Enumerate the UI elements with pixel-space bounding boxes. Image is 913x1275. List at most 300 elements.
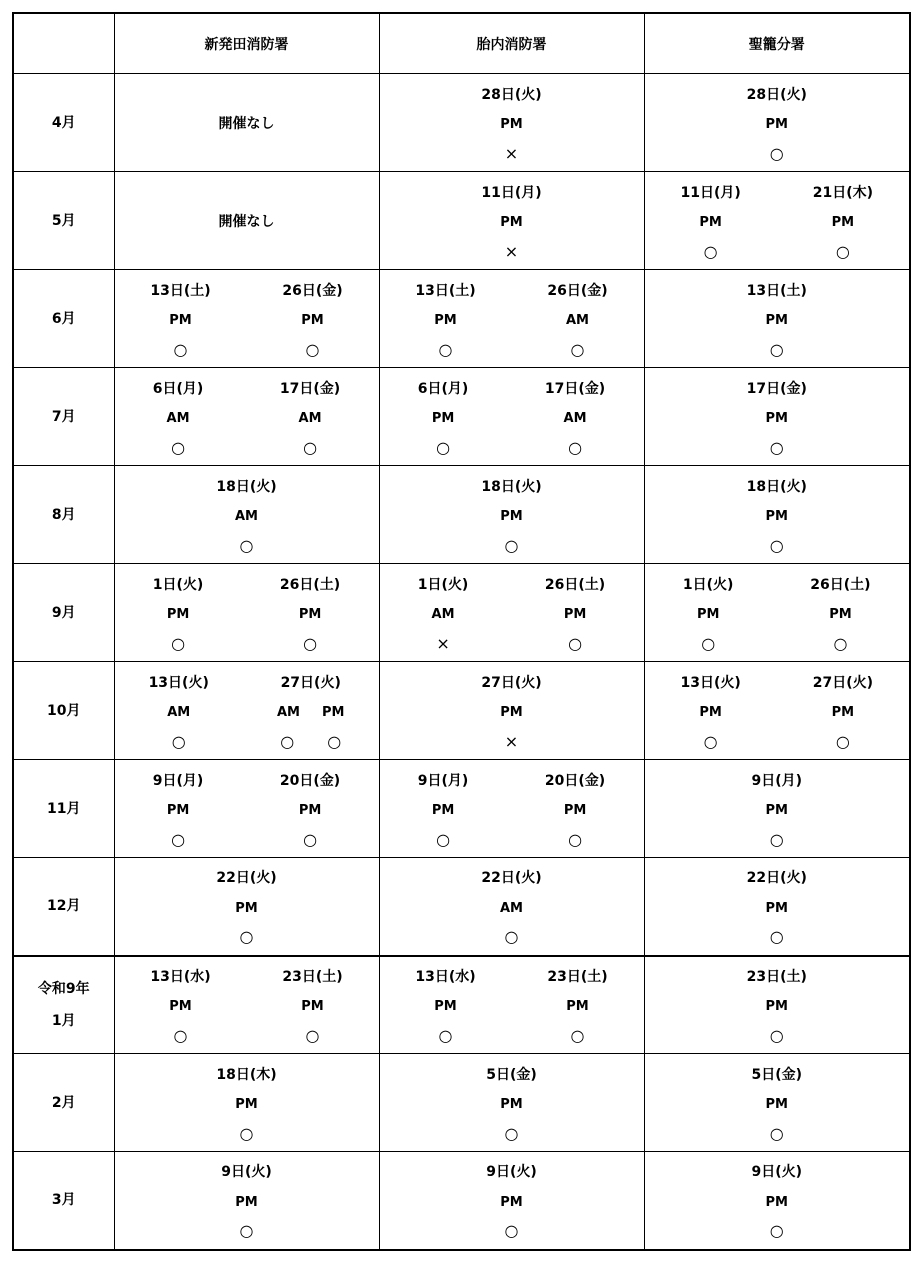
session-times bbox=[566, 313, 589, 328]
session-time: AM bbox=[166, 411, 190, 426]
session-time: AM bbox=[431, 607, 455, 622]
availability-mark: ○ bbox=[173, 1025, 188, 1045]
station-cell-seiro bbox=[644, 564, 910, 662]
session-date: 17日(金) bbox=[279, 380, 341, 397]
session-time: PM bbox=[298, 803, 322, 818]
station-cell-shibata bbox=[114, 956, 379, 1054]
session bbox=[481, 867, 541, 945]
session-times bbox=[500, 1097, 522, 1112]
session bbox=[153, 378, 204, 456]
session bbox=[810, 574, 870, 652]
session bbox=[280, 378, 340, 456]
schedule-row bbox=[13, 564, 910, 662]
cell-content bbox=[380, 761, 644, 857]
session-times bbox=[766, 1195, 788, 1210]
session-time: PM bbox=[831, 215, 855, 230]
session-time: PM bbox=[434, 999, 457, 1015]
availability-mark: ○ bbox=[305, 1025, 320, 1045]
session-times bbox=[566, 999, 588, 1014]
session-times bbox=[434, 313, 456, 328]
session-marks bbox=[436, 633, 450, 653]
session-date: 17日(金) bbox=[746, 380, 807, 397]
session-times bbox=[167, 803, 189, 818]
session-date: 27日(火) bbox=[812, 674, 874, 691]
session-marks bbox=[171, 437, 186, 457]
session-date: 27日(火) bbox=[481, 674, 542, 691]
availability-mark: ○ bbox=[171, 633, 186, 653]
cell-content bbox=[115, 565, 379, 661]
cell-content bbox=[380, 75, 644, 171]
station-cell-seiro bbox=[644, 956, 910, 1054]
cell-content bbox=[380, 565, 644, 661]
station-cell-shibata bbox=[114, 662, 379, 760]
availability-mark: ○ bbox=[303, 829, 318, 849]
session-date: 9日(月) bbox=[417, 772, 469, 789]
availability-mark: ○ bbox=[504, 1123, 519, 1143]
session-marks bbox=[171, 731, 186, 751]
session-marks bbox=[305, 1025, 320, 1045]
session-times bbox=[169, 999, 191, 1014]
session-times bbox=[500, 215, 522, 230]
session-date: 20日(金) bbox=[279, 772, 341, 789]
session-date: 22日(火) bbox=[746, 870, 807, 887]
session-time: PM bbox=[765, 117, 788, 132]
session bbox=[481, 672, 541, 750]
station-cell-seiro bbox=[644, 1152, 910, 1250]
session bbox=[747, 966, 807, 1044]
session bbox=[680, 672, 740, 750]
session-marks bbox=[703, 731, 718, 751]
availability-mark: ○ bbox=[568, 829, 583, 849]
session-marks bbox=[568, 437, 583, 457]
session-time: PM bbox=[765, 509, 788, 524]
availability-mark: ○ bbox=[436, 829, 451, 849]
session-times bbox=[235, 901, 257, 916]
session-times bbox=[500, 705, 522, 720]
session-time: PM bbox=[431, 803, 455, 818]
session-marks bbox=[770, 929, 784, 945]
availability-mark: ○ bbox=[438, 339, 453, 359]
session bbox=[280, 574, 340, 652]
session-times bbox=[432, 607, 455, 622]
session-time: PM bbox=[169, 999, 192, 1015]
session-time: PM bbox=[235, 1194, 258, 1210]
station-cell-tainai bbox=[379, 858, 644, 956]
availability-mark: ○ bbox=[504, 535, 519, 555]
availability-mark: ○ bbox=[438, 1025, 453, 1045]
availability-mark: ○ bbox=[769, 143, 784, 163]
session-marks bbox=[769, 535, 784, 555]
station-cell-tainai bbox=[379, 74, 644, 172]
cell-content bbox=[115, 369, 379, 465]
cell-content bbox=[645, 271, 910, 367]
cell-content bbox=[380, 957, 644, 1053]
cell-content bbox=[115, 1055, 379, 1151]
session-time: PM bbox=[696, 607, 720, 622]
availability-mark: ○ bbox=[239, 1123, 254, 1143]
cell-content bbox=[645, 369, 910, 465]
availability-mark: ○ bbox=[835, 241, 850, 261]
session bbox=[216, 867, 276, 945]
cell-content bbox=[645, 565, 910, 661]
month-cell bbox=[13, 466, 114, 564]
session-time: AM bbox=[566, 313, 589, 328]
session-marks bbox=[505, 1223, 519, 1239]
station-cell-seiro bbox=[644, 270, 910, 368]
session-times bbox=[766, 1097, 788, 1112]
session bbox=[751, 770, 802, 848]
availability-mark: × bbox=[504, 143, 519, 163]
availability-mark: ○ bbox=[171, 437, 186, 457]
cell-content bbox=[645, 858, 910, 954]
session-times bbox=[500, 1195, 522, 1210]
station-cell-shibata bbox=[114, 858, 379, 956]
availability-mark: ○ bbox=[303, 437, 318, 457]
session-time: AM bbox=[298, 411, 322, 426]
session bbox=[481, 476, 541, 554]
station-cell-seiro bbox=[644, 760, 910, 858]
station-cell-tainai bbox=[379, 564, 644, 662]
month-label: 10月 bbox=[47, 702, 81, 719]
availability-mark: ○ bbox=[835, 731, 850, 751]
month-label: 4月 bbox=[51, 114, 76, 131]
session-times bbox=[832, 215, 854, 230]
session-marks bbox=[438, 1025, 453, 1045]
station-cell-seiro bbox=[644, 172, 910, 270]
cell-content bbox=[645, 663, 910, 759]
station-cell-shibata bbox=[114, 172, 379, 270]
session-marks bbox=[835, 731, 850, 751]
session bbox=[282, 280, 342, 358]
session-times bbox=[235, 1097, 257, 1112]
session-date: 17日(金) bbox=[544, 380, 606, 397]
session-time: PM bbox=[765, 803, 788, 818]
schedule-row bbox=[13, 172, 910, 270]
session bbox=[747, 476, 807, 554]
session bbox=[486, 1161, 537, 1239]
availability-mark: ○ bbox=[171, 829, 186, 849]
cell-content bbox=[380, 1055, 644, 1151]
station-cell-tainai bbox=[379, 466, 644, 564]
session-marks bbox=[436, 437, 451, 457]
session-date: 27日(火) bbox=[280, 674, 341, 691]
session-times bbox=[500, 509, 522, 524]
cell-content bbox=[645, 1152, 910, 1248]
session bbox=[415, 280, 475, 358]
month-cell bbox=[13, 270, 114, 368]
schedule-row bbox=[13, 466, 910, 564]
no-session-text: 開催なし bbox=[218, 213, 275, 230]
session-marks bbox=[504, 731, 519, 751]
cell-content bbox=[380, 1152, 644, 1248]
month-label: 7月 bbox=[51, 408, 76, 425]
session-time: PM bbox=[500, 1097, 523, 1112]
session bbox=[486, 1064, 537, 1142]
session-times bbox=[766, 117, 788, 132]
month-label: 8月 bbox=[51, 506, 76, 523]
session-marks bbox=[303, 437, 318, 457]
session-time: PM bbox=[563, 803, 587, 818]
session-marks bbox=[703, 241, 718, 261]
availability-mark: × bbox=[504, 731, 519, 751]
session bbox=[280, 770, 340, 848]
month-cell bbox=[13, 368, 114, 466]
session-date: 22日(火) bbox=[216, 870, 277, 887]
session-date: 6日(月) bbox=[152, 380, 204, 397]
availability-mark: ○ bbox=[436, 437, 451, 457]
session-date: 13日(土) bbox=[150, 282, 211, 299]
session bbox=[547, 280, 607, 358]
session bbox=[751, 1161, 802, 1239]
corner-cell bbox=[13, 13, 114, 74]
session-marks bbox=[173, 339, 188, 359]
session-date: 26日(土) bbox=[810, 576, 871, 593]
cell-content bbox=[115, 957, 379, 1053]
availability-mark: ○ bbox=[769, 927, 784, 947]
session-date: 18日(火) bbox=[481, 478, 542, 495]
session bbox=[747, 867, 807, 945]
session-time: PM bbox=[298, 607, 322, 622]
session-time: PM bbox=[500, 509, 523, 524]
availability-mark: ○ bbox=[504, 927, 519, 947]
session-time: PM bbox=[301, 999, 324, 1015]
station-cell-shibata bbox=[114, 270, 379, 368]
session-time: PM bbox=[829, 607, 852, 622]
session-date: 23日(土) bbox=[282, 968, 343, 985]
session-date: 26日(土) bbox=[279, 576, 341, 593]
station-cell-seiro bbox=[644, 662, 910, 760]
session-marks bbox=[504, 1123, 519, 1143]
session-date: 11日(月) bbox=[481, 184, 542, 201]
station-header-seiro: 聖籠分署 bbox=[644, 13, 910, 74]
station-cell-shibata bbox=[114, 1152, 379, 1250]
session-times bbox=[301, 999, 323, 1014]
availability-mark: × bbox=[504, 241, 519, 261]
session-times bbox=[766, 901, 788, 916]
session-times bbox=[169, 313, 191, 328]
session-marks bbox=[303, 633, 318, 653]
session-time: PM bbox=[235, 900, 258, 916]
session-marks bbox=[305, 339, 320, 359]
availability-mark: ○ bbox=[833, 633, 848, 653]
session-marks bbox=[239, 535, 254, 555]
session-date: 13日(火) bbox=[680, 674, 741, 691]
cell-content bbox=[115, 663, 379, 759]
session-marks bbox=[570, 1025, 585, 1045]
schedule-row bbox=[13, 662, 910, 760]
month-label: 5月 bbox=[51, 212, 76, 229]
session-marks bbox=[171, 829, 186, 849]
session-times bbox=[697, 607, 719, 622]
station-cell-seiro bbox=[644, 74, 910, 172]
session bbox=[813, 672, 873, 750]
session bbox=[150, 280, 210, 358]
schedule-row bbox=[13, 858, 910, 956]
station-cell-seiro bbox=[644, 368, 910, 466]
session-times bbox=[766, 313, 788, 328]
session-date: 22日(火) bbox=[481, 870, 542, 887]
schedule-row bbox=[13, 1152, 910, 1250]
schedule-row bbox=[13, 1054, 910, 1152]
station-cell-tainai bbox=[379, 270, 644, 368]
session-times bbox=[167, 411, 190, 426]
session-marks bbox=[505, 929, 519, 945]
availability-mark: ○ bbox=[280, 731, 295, 751]
month-label: 令和9年 bbox=[37, 980, 90, 997]
availability-mark: ○ bbox=[239, 535, 254, 555]
station-cell-shibata bbox=[114, 368, 379, 466]
session-marks bbox=[701, 633, 716, 653]
session bbox=[747, 378, 807, 456]
session-date: 13日(土) bbox=[746, 282, 807, 299]
session-date: 11日(月) bbox=[680, 184, 741, 201]
session-time: PM bbox=[235, 1097, 258, 1112]
session-time: PM bbox=[500, 705, 523, 720]
station-cell-tainai bbox=[379, 1054, 644, 1152]
session-times bbox=[500, 117, 522, 132]
station-cell-shibata bbox=[114, 564, 379, 662]
session-time: PM bbox=[500, 117, 523, 132]
session-times bbox=[564, 803, 586, 818]
session-date: 13日(水) bbox=[150, 968, 211, 985]
cell-content bbox=[115, 1152, 379, 1248]
availability-mark: ○ bbox=[568, 633, 583, 653]
session bbox=[150, 966, 210, 1044]
session-time: PM bbox=[166, 607, 190, 622]
month-label: 3月 bbox=[51, 1192, 76, 1209]
session bbox=[545, 574, 605, 652]
station-header-shibata: 新発田消防署 bbox=[114, 13, 379, 74]
session-date: 20日(金) bbox=[544, 772, 606, 789]
session-time: AM bbox=[500, 900, 523, 916]
session-date: 9日(火) bbox=[221, 1164, 272, 1181]
session-time: PM bbox=[765, 999, 788, 1015]
session-times bbox=[500, 901, 523, 916]
month-label: 9月 bbox=[51, 604, 76, 621]
session-times bbox=[167, 607, 189, 622]
session-date: 13日(火) bbox=[148, 674, 209, 691]
session-time: PM bbox=[169, 313, 192, 328]
session bbox=[216, 476, 276, 554]
availability-mark: ○ bbox=[570, 339, 585, 359]
session-date: 5日(金) bbox=[751, 1066, 803, 1083]
session bbox=[149, 672, 209, 750]
session-time: PM bbox=[166, 803, 190, 818]
cell-content bbox=[645, 75, 910, 171]
session-times bbox=[299, 411, 322, 426]
session-times bbox=[766, 803, 788, 818]
station-cell-tainai bbox=[379, 760, 644, 858]
session-date: 28日(火) bbox=[746, 86, 807, 103]
cell-content bbox=[115, 173, 379, 269]
session-time: PM bbox=[500, 1194, 523, 1210]
session-time: AM bbox=[167, 705, 191, 720]
availability-mark: ○ bbox=[171, 731, 186, 751]
session-times bbox=[829, 607, 851, 622]
month-cell bbox=[13, 1152, 114, 1250]
month-cell bbox=[13, 74, 114, 172]
session-time: PM bbox=[765, 1194, 788, 1210]
session bbox=[545, 770, 605, 848]
session-time: PM bbox=[765, 1097, 788, 1112]
session-times bbox=[277, 705, 344, 720]
availability-mark: ○ bbox=[504, 1221, 519, 1241]
session-time: PM bbox=[765, 411, 788, 426]
session-date: 26日(金) bbox=[547, 282, 608, 299]
session-marks bbox=[504, 241, 519, 261]
session-date: 13日(土) bbox=[415, 282, 476, 299]
session-times bbox=[564, 411, 587, 426]
session bbox=[415, 966, 475, 1044]
session-date: 1日(火) bbox=[152, 576, 204, 593]
session-times bbox=[299, 803, 321, 818]
schedule-row bbox=[13, 74, 910, 172]
cell-content bbox=[115, 858, 379, 954]
cell-content bbox=[115, 467, 379, 563]
session bbox=[153, 574, 204, 652]
session bbox=[747, 84, 807, 162]
session-date: 23日(土) bbox=[746, 968, 807, 985]
session bbox=[751, 1064, 802, 1142]
session-marks bbox=[240, 1223, 254, 1239]
session-marks bbox=[769, 1123, 784, 1143]
month-cell bbox=[13, 564, 114, 662]
session bbox=[683, 574, 734, 652]
session-marks bbox=[240, 929, 254, 945]
session-times bbox=[235, 1195, 257, 1210]
month-cell bbox=[13, 956, 114, 1054]
cell-content bbox=[115, 271, 379, 367]
session-times bbox=[766, 999, 788, 1014]
station-cell-tainai bbox=[379, 172, 644, 270]
station-cell-shibata bbox=[114, 466, 379, 564]
availability-mark: ○ bbox=[239, 927, 254, 947]
session-marks bbox=[504, 143, 519, 163]
cell-content bbox=[645, 467, 910, 563]
availability-mark: ○ bbox=[327, 731, 342, 751]
cell-content bbox=[380, 858, 644, 954]
session-date: 6日(月) bbox=[417, 380, 469, 397]
session-time: PM bbox=[434, 313, 457, 328]
session-time: PM bbox=[431, 411, 455, 426]
month-cell bbox=[13, 172, 114, 270]
session-marks bbox=[504, 535, 519, 555]
session-time: PM bbox=[699, 705, 722, 720]
session-times bbox=[434, 999, 456, 1014]
session-times bbox=[699, 215, 721, 230]
session-date: 26日(土) bbox=[544, 576, 606, 593]
session-date: 1日(火) bbox=[682, 576, 734, 593]
schedule-row bbox=[13, 368, 910, 466]
session-time: AM bbox=[563, 411, 587, 426]
schedule-row bbox=[13, 760, 910, 858]
session-time: PM bbox=[831, 705, 855, 720]
session bbox=[153, 770, 204, 848]
session-marks bbox=[570, 339, 585, 359]
session bbox=[418, 770, 469, 848]
availability-mark: ○ bbox=[703, 241, 718, 261]
session-times bbox=[432, 803, 454, 818]
station-cell-shibata bbox=[114, 74, 379, 172]
session-times bbox=[766, 509, 788, 524]
header-row bbox=[13, 13, 910, 74]
session-time: PM bbox=[563, 607, 587, 622]
month-cell bbox=[13, 760, 114, 858]
availability-mark: ○ bbox=[769, 437, 784, 457]
station-cell-tainai bbox=[379, 368, 644, 466]
session bbox=[481, 84, 541, 162]
session-times bbox=[235, 509, 258, 524]
